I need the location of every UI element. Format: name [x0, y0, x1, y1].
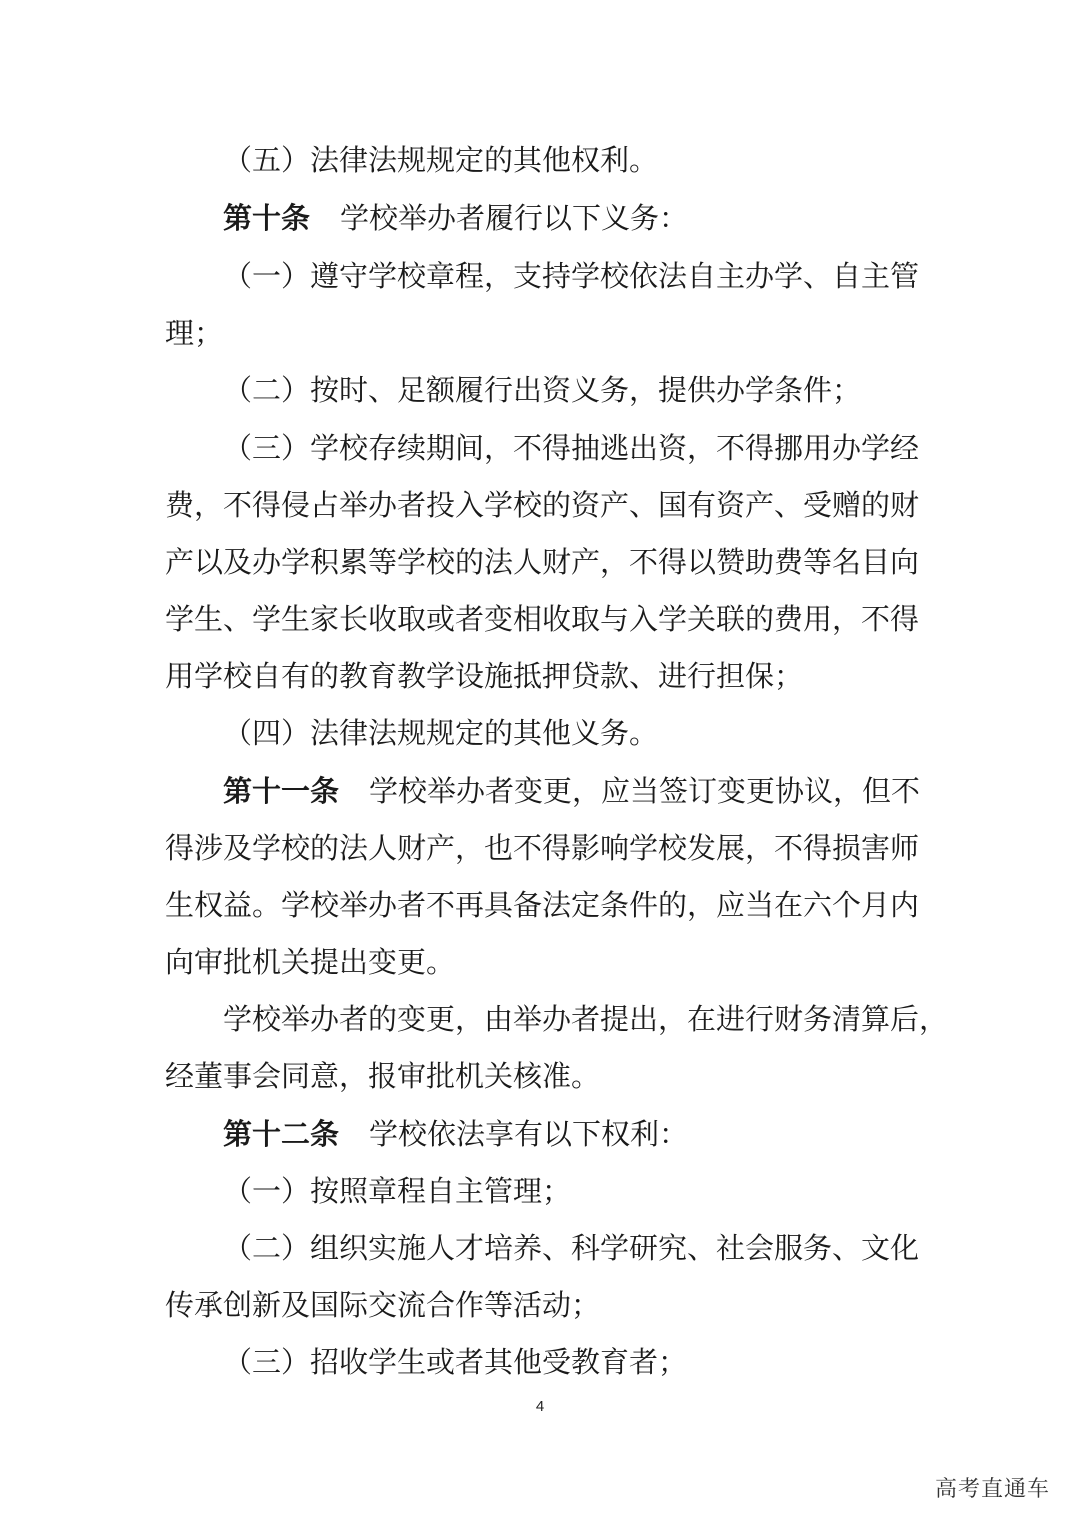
article-11-line — [223, 771, 921, 811]
paragraph-line: （一）遵守学校章程，支持学校依法自主办学、自主管 — [223, 259, 920, 293]
paragraph-text: 学校举办者履行以下义务： — [340, 201, 689, 235]
paragraph-line: 得涉及学校的法人财产，也不得影响学校发展，不得损害师 — [165, 831, 920, 865]
article-10-line — [223, 198, 915, 238]
paragraph-line: （二）组织实施人才培养、科学研究、社会服务、文化 — [223, 1231, 920, 1265]
paragraph-line: 经董事会同意，报审批机关核准。 — [165, 1059, 601, 1093]
article-12-heading: 第十二条 — [223, 1117, 340, 1151]
article-12-line — [223, 1114, 915, 1154]
paragraph-line: （四）法律法规规定的其他义务。 — [223, 716, 659, 750]
paragraph-line: （三）学校存续期间，不得抽逃出资，不得挪用办学经 — [223, 431, 920, 465]
paragraph-line: （三）招收学生或者其他受教育者； — [223, 1345, 688, 1379]
paragraph-line: 产以及办学积累等学校的法人财产，不得以赞助费等名目向 — [165, 545, 920, 579]
paragraph-text: 学校举办者变更，应当签订变更协议，但不 — [369, 774, 921, 808]
watermark-text: 高考直通车 — [934, 1477, 1050, 1502]
paragraph-line: 学生、学生家长收取或者变相收取与入学关联的费用，不得 — [165, 602, 920, 636]
article-11-heading: 第十一条 — [223, 774, 340, 808]
page-number: 4 — [535, 1398, 545, 1415]
paragraph-line: 向审批机关提出变更。 — [165, 945, 456, 979]
paragraph-line: （一）按照章程自主管理； — [223, 1174, 572, 1208]
paragraph-line: 理； — [165, 316, 224, 350]
paragraph-line: 用学校自有的教育教学设施抵押贷款、进行担保； — [165, 659, 804, 693]
paragraph-line: 生权益。学校举办者不再具备法定条件的，应当在六个月内 — [165, 888, 920, 922]
paragraph-line: （二）按时、足额履行出资义务，提供办学条件； — [223, 373, 862, 407]
article-10-heading: 第十条 — [223, 201, 311, 235]
paragraph-line: 学校举办者的变更，由举办者提出，在进行财务清算后， — [223, 1002, 949, 1036]
paragraph-text: 学校依法享有以下权利： — [369, 1117, 689, 1151]
paragraph-line: 费，不得侵占举办者投入学校的资产、国有资产、受赠的财 — [165, 488, 920, 522]
paragraph-line: 传承创新及国际交流合作等活动； — [165, 1288, 601, 1322]
paragraph-line: （五）法律法规规定的其他权利。 — [223, 143, 659, 177]
